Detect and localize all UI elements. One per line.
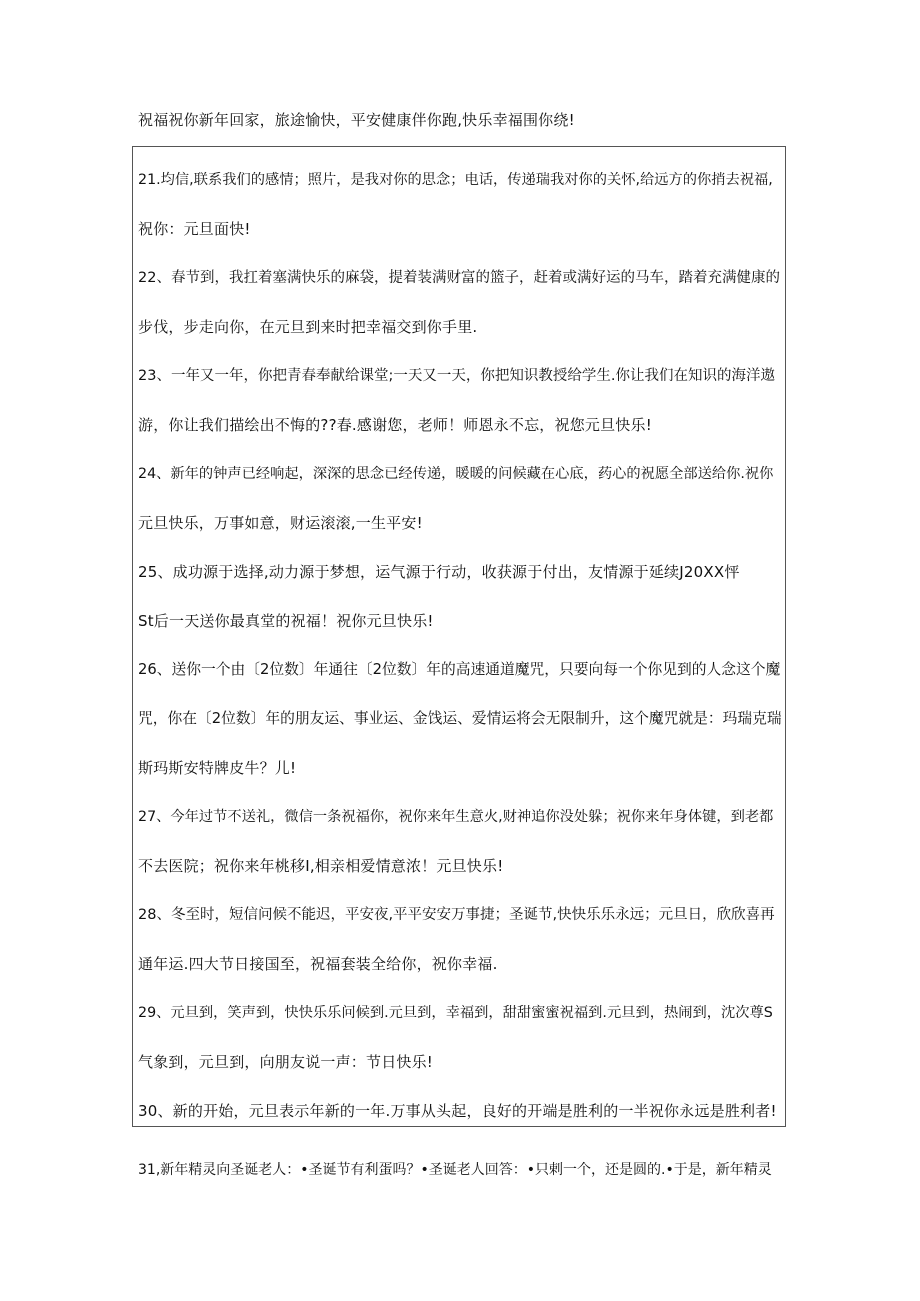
top-text-line: 祝福祝你新年回家，旅途愉快，平安健康伴你跑,快乐幸福围你绕! [138,111,575,129]
box-line-1: 21.均信,联系我们的感情；照片，是我对你的思念；电话，传递瑞我对你的关怀,给远方的你捎去祝福, [138,172,773,188]
box-line-4: 步伐，步走向你，在元旦到来时把幸福交到你手里. [138,318,478,336]
box-line-20: 30、新的开始，元旦表示年新的一年.万事从头起，良好的开端是胜利的一半祝你永远是胜利者! [138,1102,777,1120]
box-line-6: 游，你让我们描绘出不悔的??春.感谢您，老师！师恩永不忘，祝您元旦快乐! [138,416,652,434]
box-line-16: 28、冬至时，短信问候不能迟，平安夜,平平安安万事捷；圣诞节,快快乐乐永远；元旦日，欣欣喜再 [138,907,775,923]
box-line-9: 25、成功源于选择,动力源于梦想，运气源于行动，收获源于付出，友情源于延续J20XX怦 [138,563,740,581]
box-line-13: 斯玛斯安特牌皮牛？儿! [138,759,297,777]
box-line-19: 气象到，元旦到，向朋友说一声：节日快乐! [138,1053,434,1071]
box-line-3: 22、春节到，我扛着塞满快乐的麻袋，提着装满财富的篮子，赶着或满好运的马车，踏着充满健康的 [138,270,780,286]
box-line-2: 祝你：元旦面快! [138,220,251,238]
box-line-10: St后一天送你最真堂的祝福！祝你元旦快乐! [138,612,434,630]
box-line-18: 29、元旦到，笑声到，快快乐乐问候到.元旦到，幸福到，甜甜蜜蜜祝福到.元旦到，热闹到，沈次尊S [138,1005,773,1021]
box-line-12: 咒，你在〔2位数〕年的朋友运、事业运、金饯运、爱情运将会无限制升，这个魔咒就是：玛瑞克瑞 [138,710,782,727]
box-line-15: 不去医院；祝你来年桃移I,相亲相爱情意浓！元旦快乐! [138,857,504,875]
box-line-5: 23、一年又一年，你把青春奉献给课堂;一天又一天，你把知识教授给学生.你让我们在知识的海洋遨 [138,368,775,384]
box-line-8: 元旦快乐，万事如意，财运滚滚,一生平安! [138,514,423,532]
bordered-text-box [132,146,786,1127]
box-line-17: 通年运.四大节日接国至，祝福套装全给你，祝你幸福. [138,955,498,973]
bottom-text-line: 31,新年精灵向圣诞老人：•圣诞节有利蛋吗？•圣诞老人回答：•只剌一个，还是圆的.•于是，新年精灵 [138,1162,772,1178]
box-line-14: 27、今年过节不送礼，微信一条祝福你，祝你来年生意火,财神追你没处躲；祝你来年身体键，到老都 [138,809,774,825]
box-line-11: 26、送你一个由〔2位数〕年通往〔2位数〕年的高速通道魔咒，只要向每一个你见到的人念这个魔 [138,661,781,678]
box-line-7: 24、新年的钟声已经响起，深深的思念已经传递，暖暖的问候藏在心底，药心的祝愿全部送给你.祝你 [138,466,774,482]
